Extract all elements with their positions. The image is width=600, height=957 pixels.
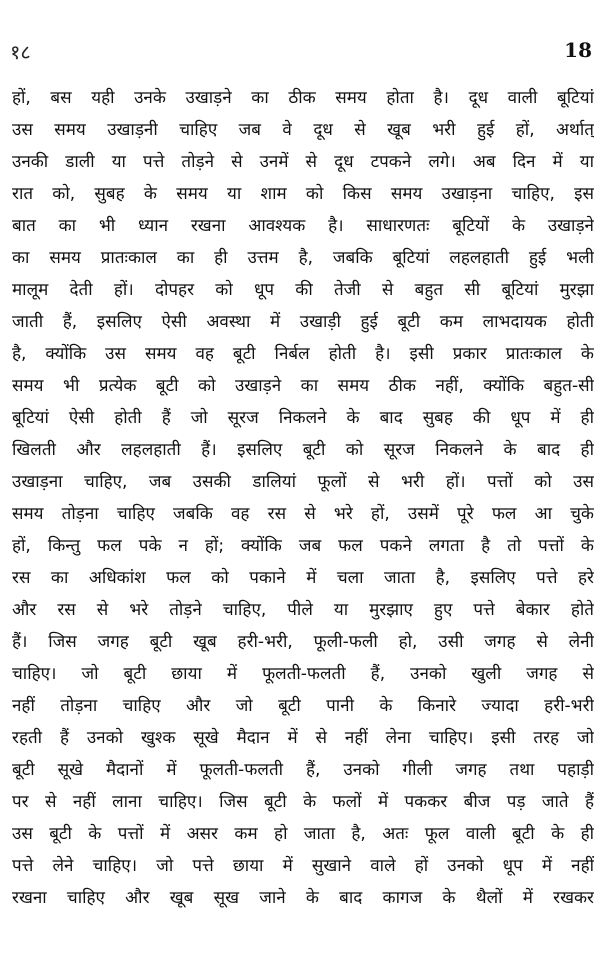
text-line: हों, किन्तु फल पके न हों; क्योंकि जब फल पकने लगता है तो पत्तों के [12,536,594,556]
page-number: 18 [564,38,592,62]
text-line: समय तोड़ना चाहिए जबकि वह रस से भरे हों, उसमें पूरे फल आ चुके [12,504,594,524]
text-line: खिलती और लहलहाती हैं। इसलिए बूटी को सूरज निकलने के बाद ही [12,440,594,460]
text-line: जाती हैं, इसलिए ऐसी अवस्था में उखाड़ी हुई बूटी कम लाभदायक होती [12,312,594,332]
text-line: हैं। जिस जगह बूटी खूब हरी-भरी, फूली-फली हो, उसी जगह से लेनी [12,632,594,652]
page-number-devanagari: १८ [10,40,31,64]
text-line: है, क्योंकि उस समय वह बूटी निर्बल होती है। इसी प्रकार प्रातःकाल के [12,344,594,364]
text-line: रखना चाहिए और खूब सूख जाने के बाद कागज के थैलों में रखकर [12,888,594,908]
text-line: और रस से भरे तोड़ने चाहिए, पीले या मुरझाए हुए पत्ते बेकार होते [12,600,594,620]
text-line: रात को, सुबह के समय या शाम को किस समय उखाड़ना चाहिए, इस [12,184,594,204]
text-line: उस समय उखाड़नी चाहिए जब वे दूध से खूब भरी हुई हों, अर्थात् [12,120,594,140]
text-line: पर से नहीं लाना चाहिए। जिस बूटी के फलों में पककर बीज पड़ जाते हैं [12,792,594,812]
text-line: पत्ते लेने चाहिए। जो पत्ते छाया में सुखाने वाले हों उनको धूप में नहीं [12,856,594,876]
body-text [12,82,594,914]
text-line: बूटियां ऐसी होती हैं जो सूरज निकलने के बाद सुबह की धूप में ही [12,408,594,428]
text-line: उस बूटी के पत्तों में असर कम हो जाता है, अतः फूल वाली बूटी के ही [12,824,594,844]
text-line: रस का अधिकांश फल को पकाने में चला जाता है, इसलिए पत्ते हरे [12,568,594,588]
text-line: हों, बस यही उनके उखाड़ने का ठीक समय होता है। दूध वाली बूटियां [12,88,594,108]
text-line: का समय प्रातःकाल का ही उत्तम है, जबकि बूटियां लहलहाती हुई भली [12,248,594,268]
text-line: चाहिए। जो बूटी छाया में फूलती-फलती हैं, उनको खुली जगह से [12,664,594,684]
text-line: समय भी प्रत्येक बूटी को उखाड़ने का समय ठीक नहीं, क्योंकि बहुत-सी [12,376,594,396]
text-line: मालूम देती हों। दोपहर को धूप की तेजी से बहुत सी बूटियां मुरझा [12,280,594,300]
text-line: नहीं तोड़ना चाहिए और जो बूटी पानी के किनारे ज्यादा हरी-भरी [12,696,594,716]
text-line: रहती हैं उनको खुश्क सूखे मैदान में से नहीं लेना चाहिए। इसी तरह जो [12,728,594,748]
text-line: बूटी सूखे मैदानों में फूलती-फलती हैं, उनको गीली जगह तथा पहाड़ी [12,760,594,780]
page-header [10,38,592,68]
text-line: उखाड़ना चाहिए, जब उसकी डालियां फूलों से भरी हों। पत्तों को उस [12,472,594,492]
text-line: उनकी डाली या पत्ते तोड़ने से उनमें से दूध टपकने लगे। अब दिन में या [12,152,594,172]
text-line: बात का भी ध्यान रखना आवश्यक है। साधारणतः बूटियों के उखाड़ने [12,216,594,236]
